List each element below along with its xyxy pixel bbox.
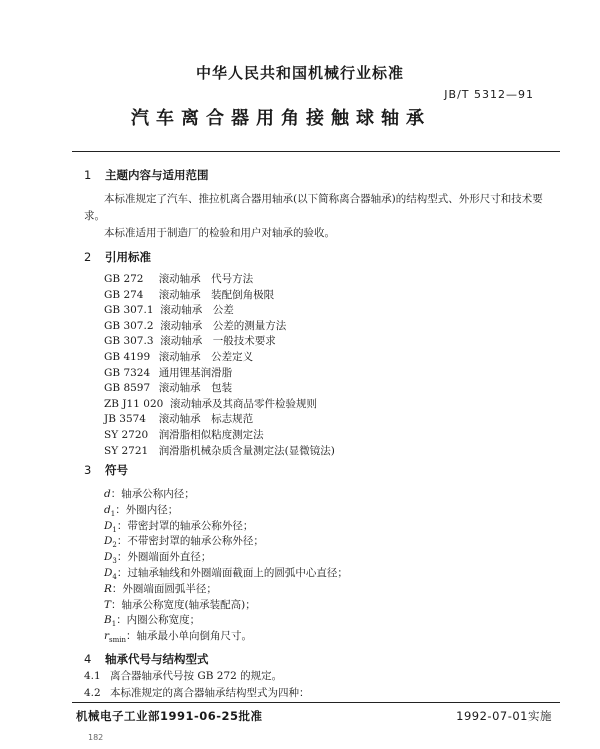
reference-item xyxy=(104,271,253,286)
symbol-description: ：不带密封罩的轴承公称外径； xyxy=(116,535,264,548)
reference-title: 滚动轴承 公差定义 xyxy=(158,351,254,363)
page-number: 182 xyxy=(88,733,104,742)
symbol-letter: d xyxy=(104,488,111,500)
clause-number: 4.2 xyxy=(84,687,101,699)
reference-code: ZB J11 020 xyxy=(104,397,164,410)
section-1-para-1-line-1: 本标准规定了汽车、推拉机离合器用轴承(以下简称离合器轴承)的结构型式、外形尺寸和技术要 xyxy=(104,193,543,205)
symbol-description: ：轴承最小单向倒角尺寸。 xyxy=(126,630,253,643)
symbol-subscript: 3 xyxy=(112,557,117,566)
symbol-description: ：轴承公称内径； xyxy=(110,488,195,500)
approval-line: 机械电子工业部1991-06-25批准 xyxy=(76,709,263,723)
clause-item xyxy=(84,686,310,701)
section-number: 2 xyxy=(84,250,92,264)
reference-title: 滚动轴承 一般技术要求 xyxy=(160,335,276,348)
symbol-item xyxy=(104,502,178,518)
section-number: 1 xyxy=(84,168,92,182)
reference-item xyxy=(104,318,286,333)
symbol-letter: T xyxy=(104,598,112,611)
reference-title: 滚动轴承 公差 xyxy=(160,304,234,317)
symbol-subscript: smin xyxy=(109,636,127,645)
symbol-subscript: 4 xyxy=(112,573,117,582)
reference-item xyxy=(104,443,335,458)
symbol-letter: D xyxy=(104,567,113,579)
clause-item xyxy=(84,669,282,684)
reference-title: 滚动轴承 公差的测量方法 xyxy=(160,319,287,332)
reference-item xyxy=(104,380,232,395)
header-divider xyxy=(72,151,560,152)
symbol-letter: B xyxy=(104,614,112,627)
symbol-description: ：外圈端面圆弧半径； xyxy=(111,582,217,595)
symbol-description: ：过轴承轴线和外圈端面截面上的圆弧中心直径； xyxy=(116,567,348,579)
symbol-subscript: 1 xyxy=(112,525,117,534)
reference-title: 滚动轴承及其商品零件检验规则 xyxy=(170,397,317,410)
symbol-letter: D xyxy=(104,551,113,564)
reference-code: GB 307.1 xyxy=(104,304,154,317)
reference-code: GB 272 xyxy=(104,273,144,285)
section-title: 引用标准 xyxy=(105,250,151,264)
section-number: 3 xyxy=(84,463,92,477)
reference-code: GB 307.2 xyxy=(104,319,154,332)
reference-item xyxy=(104,302,234,317)
reference-item xyxy=(104,365,232,380)
reference-item xyxy=(104,411,253,426)
reference-title: 滚动轴承 标志规范 xyxy=(158,413,254,426)
reference-title: 通用锂基润滑脂 xyxy=(158,366,233,379)
section-1-para-1-line-2: 求。 xyxy=(84,210,105,222)
effective-date: 1992-07-01实施 xyxy=(456,709,552,723)
clause-text: 离合器轴承代号按 GB 272 的规定。 xyxy=(110,670,283,682)
reference-title: 滚动轴承 代号方法 xyxy=(158,273,254,285)
symbol-description: ：外圈内径； xyxy=(115,503,179,516)
symbol-item xyxy=(104,549,211,565)
footer-divider xyxy=(72,702,560,703)
reference-code: GB 7324 xyxy=(104,366,151,379)
symbol-letter: D xyxy=(104,519,113,532)
org-title: 中华人民共和国机械行业标准 xyxy=(195,64,404,82)
section-title: 主题内容与适用范围 xyxy=(105,168,209,182)
section-title: 轴承代号与结构型式 xyxy=(105,652,209,666)
reference-item xyxy=(104,427,264,442)
symbol-item xyxy=(104,565,348,581)
section-4-heading xyxy=(84,651,209,667)
symbol-letter: d xyxy=(104,503,111,516)
clause-number: 4.1 xyxy=(84,670,101,682)
symbol-item xyxy=(104,581,217,596)
symbol-description: ：外圈端面外直径； xyxy=(116,551,212,564)
symbol-description: ：轴承公称宽度(轴承装配高)； xyxy=(111,598,256,611)
symbol-letter: r xyxy=(104,630,110,643)
reference-code: GB 4199 xyxy=(104,351,151,363)
symbol-item xyxy=(104,518,253,534)
symbol-item xyxy=(104,597,256,612)
symbol-letter: D xyxy=(104,535,113,548)
reference-code: GB 307.3 xyxy=(104,335,154,348)
reference-code: SY 2721 xyxy=(104,444,149,457)
reference-code: SY 2720 xyxy=(104,429,149,441)
section-1-para-2: 本标准适用于制造厂的检验和用户对轴承的验收。 xyxy=(104,227,335,239)
reference-item xyxy=(104,333,276,348)
reference-title: 润滑脂机械杂质含量测定法(显微镜法) xyxy=(158,444,335,457)
symbol-item xyxy=(104,612,200,628)
symbol-subscript: 1 xyxy=(110,509,116,518)
section-3-heading xyxy=(84,462,128,478)
section-2-heading xyxy=(84,249,151,265)
reference-item xyxy=(104,396,317,411)
reference-title: 滚动轴承 包装 xyxy=(158,382,233,395)
symbol-letter: R xyxy=(104,582,112,595)
symbol-subscript: 2 xyxy=(112,541,117,550)
symbol-description: ：带密封罩的轴承公称外径； xyxy=(116,519,254,532)
standard-code: JB/T 5312—91 xyxy=(444,88,534,101)
symbol-item xyxy=(104,486,195,501)
symbol-item xyxy=(104,628,252,644)
symbol-item xyxy=(104,533,264,549)
reference-item xyxy=(104,349,253,364)
clause-text: 本标准规定的离合器轴承结构型式为四种： xyxy=(110,687,310,699)
reference-title: 润滑脂相似粘度测定法 xyxy=(158,429,264,441)
reference-item xyxy=(104,287,274,302)
symbol-description: ：内圈公称宽度； xyxy=(116,614,201,627)
reference-title: 滚动轴承 装配倒角极限 xyxy=(158,288,275,301)
symbol-subscript: 1 xyxy=(111,620,117,629)
reference-code: JB 3574 xyxy=(104,413,146,426)
section-title: 符号 xyxy=(105,463,128,477)
reference-code: GB 274 xyxy=(104,288,144,301)
section-1-heading xyxy=(84,167,209,183)
section-number: 4 xyxy=(84,652,92,666)
document-title: 汽车离合器用角接触球轴承 xyxy=(131,108,431,129)
reference-code: GB 8597 xyxy=(104,382,151,395)
